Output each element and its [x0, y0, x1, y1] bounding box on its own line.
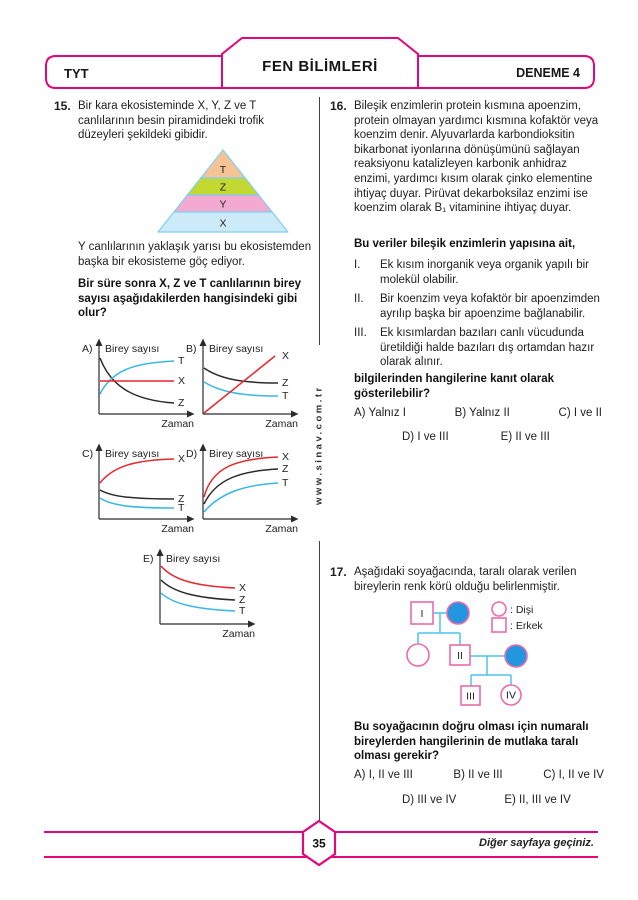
legend-female-label: : Dişi: [510, 604, 534, 616]
pyramid-label-T: T: [219, 164, 227, 176]
curve-label-T: T: [178, 502, 185, 514]
answer-option-b: B) II ve III: [453, 769, 503, 781]
x-axis-label: Zaman: [161, 523, 194, 535]
y-axis-arrow: [200, 444, 207, 452]
roman-numeral: III.: [354, 327, 367, 339]
x-axis-arrow: [291, 516, 299, 523]
pedigree-unaffected-female: [407, 644, 429, 666]
curve-label-Z: Z: [239, 594, 246, 606]
roman-numeral: II.: [354, 293, 364, 305]
column-divider-bottom: [319, 541, 320, 831]
statement-item-3: [354, 326, 606, 370]
curve-X: [204, 457, 278, 497]
option-letter: C): [82, 448, 94, 460]
curve-X: [161, 566, 235, 588]
question-17-intro: Aşağıdaki soyağacında, taralı olarak verilen bireylerin renk körü olduğu belirlenmiştir.: [354, 566, 577, 593]
curve-label-Z: Z: [178, 397, 185, 409]
item-text: Bir koenzim veya kofaktör bir apoenzimden ayrılıp başka bir apoenzime bağlanabilir.: [380, 293, 600, 320]
watermark: www.sinav.com.tr: [313, 385, 325, 505]
graph-option-a: [82, 336, 200, 430]
population-graph: [143, 546, 261, 640]
answer-option-b: B) Yalnız II: [454, 407, 510, 419]
pedigree-label-IV: IV: [506, 689, 516, 702]
x-axis-label: Zaman: [161, 418, 194, 430]
pedigree-label-III: III: [466, 690, 475, 703]
y-axis-label: Birey sayısı: [166, 553, 221, 565]
curve-label-T: T: [178, 355, 185, 367]
pedigree-label-II: II: [457, 650, 463, 662]
question-15-intro: Bir kara ekosisteminde X, Y, Z ve T canlılarının besin piramidindeki trofik düzeyleri şekildeki gibidir.: [78, 100, 265, 142]
x-axis-label: Zaman: [265, 418, 298, 430]
question-16-body: Bileşik enzimlerin protein kısmına apoenzim, protein olmayan yardımcı kısmına kofaktör veya koenzim denir. Alyuvarlarda karbondioksitin bikarbonat iyonlarına dönüşümünü sağlayan reaksiyonu katalizleyen karbonik anhidraz enzimi, yardımcı kısım olarak çinko elementine ihtiyaç duyar. Pirüvat dekarboksilaz enzimi ise koenzim olarak B₁ vitaminine ihtiyaç duyar.: [354, 100, 599, 215]
legend-male-label: : Erkek: [510, 620, 543, 632]
next-page-note: Diğer sayfaya geçiniz.: [479, 837, 594, 849]
answer-option-c: C) I ve II: [558, 407, 602, 419]
legend-male-icon: [492, 618, 506, 632]
legend-female-icon: [492, 602, 506, 616]
statement-item-2: [354, 292, 606, 321]
graph-option-c: [82, 441, 200, 535]
deneme-label: DENEME 4: [516, 66, 580, 80]
curve-label-X: X: [178, 453, 186, 465]
curve-label-Z: Z: [178, 493, 185, 505]
curve-label-X: X: [282, 350, 290, 362]
option-letter: B): [186, 343, 197, 355]
pedigree-affected-female-2: [505, 645, 527, 667]
curve-X: [100, 459, 174, 483]
x-axis-label: Zaman: [265, 523, 298, 535]
question-15-statement: Y canlılarının yaklaşık yarısı bu ekosistemden başka bir ekosisteme göç ediyor.: [78, 241, 312, 268]
question-17-options-row1: [354, 769, 604, 781]
item-text: Ek kısım inorganik veya organik yapılı bir molekül olabilir.: [380, 259, 590, 286]
item-text: Ek kısımlardan bazıları canlı vücudunda üretildiği halde bazıları dış ortamdan hazır olarak alınır.: [380, 327, 595, 369]
test-name: FEN BİLİMLERİ: [262, 58, 378, 75]
population-graph: [186, 336, 304, 430]
food-pyramid: [153, 148, 293, 234]
page-number-hexagon: [301, 819, 337, 867]
population-graph: [186, 441, 304, 535]
answer-option-e: E) II, III ve IV: [504, 794, 571, 806]
y-axis-label: Birey sayısı: [105, 343, 160, 355]
answer-option-c: C) I, II ve IV: [543, 769, 604, 781]
curve-label-X: X: [282, 451, 290, 463]
curve-label-T: T: [282, 477, 289, 489]
curve-label-T: T: [239, 605, 246, 617]
question-17-options-row2: [354, 794, 604, 806]
graph-option-b: [186, 336, 304, 430]
curve-label-X: X: [239, 582, 247, 594]
question-17-stem: Bu soyağacının doğru olması için numaralı bireylerden hangilerinin de mutlaka taralı olması gerekir?: [354, 721, 589, 763]
y-axis-label: Birey sayısı: [209, 343, 264, 355]
curve-label-Z: Z: [282, 463, 289, 475]
option-letter: D): [186, 448, 198, 460]
option-letter: E): [143, 553, 154, 565]
curve-X: [204, 356, 275, 413]
pedigree-chart: [383, 597, 615, 715]
curve-Z: [100, 490, 174, 499]
page-number: 35: [312, 836, 326, 851]
y-axis-label: Birey sayısı: [105, 448, 160, 460]
graph-option-e: [143, 546, 261, 640]
answer-option-d: D) III ve IV: [402, 794, 457, 806]
roman-numeral: I.: [354, 259, 361, 271]
population-graph: [82, 441, 200, 535]
option-letter: A): [82, 343, 93, 355]
column-divider-top: [319, 97, 320, 345]
answer-option-a: A) I, II ve III: [354, 769, 413, 781]
statement-item-1: [354, 258, 606, 287]
curve-T: [204, 483, 278, 512]
page-header: [40, 34, 600, 92]
question-17-number: 17.: [330, 565, 347, 579]
pyramid-label-Z: Z: [219, 181, 227, 194]
y-axis-arrow: [96, 339, 103, 347]
curve-label-Z: Z: [282, 377, 289, 389]
curve-label-X: X: [178, 375, 186, 387]
curve-Z: [161, 580, 235, 600]
question-15-number: 15.: [54, 99, 71, 113]
question-16-stem: bilgilerinden hangilerine kanıt olarak gösterilebilir?: [354, 373, 555, 400]
x-axis-arrow: [248, 621, 256, 628]
question-16-options-row1: [354, 407, 602, 419]
answer-option-e: E) II ve III: [500, 431, 550, 443]
y-axis-arrow: [200, 339, 207, 347]
x-axis-label: Zaman: [222, 628, 255, 640]
pedigree-affected-female-1: [447, 602, 469, 624]
question-16-number: 16.: [330, 99, 347, 113]
population-graph: [82, 336, 200, 430]
pyramid-label-X: X: [219, 217, 227, 230]
question-16-options-row2: [354, 431, 602, 443]
pyramid-label-Y: Y: [219, 198, 227, 211]
question-16-lead: Bu veriler bileşik enzimlerin yapısına ait,: [354, 238, 576, 250]
graph-option-d: [186, 441, 304, 535]
curve-label-T: T: [282, 390, 289, 402]
curve-Z: [204, 368, 278, 383]
y-axis-arrow: [96, 444, 103, 452]
pedigree-label-I: I: [420, 608, 424, 620]
exam-type-label: TYT: [64, 66, 89, 81]
question-15-stem: Bir süre sonra X, Z ve T canlılarının birey sayısı aşağıdakilerden hangisindeki gibi olur?: [78, 278, 302, 320]
answer-option-d: D) I ve III: [402, 431, 449, 443]
y-axis-arrow: [157, 549, 164, 557]
y-axis-label: Birey sayısı: [209, 448, 264, 460]
curve-Z: [204, 469, 278, 504]
x-axis-arrow: [291, 411, 299, 418]
answer-option-a: A) Yalnız I: [354, 407, 406, 419]
